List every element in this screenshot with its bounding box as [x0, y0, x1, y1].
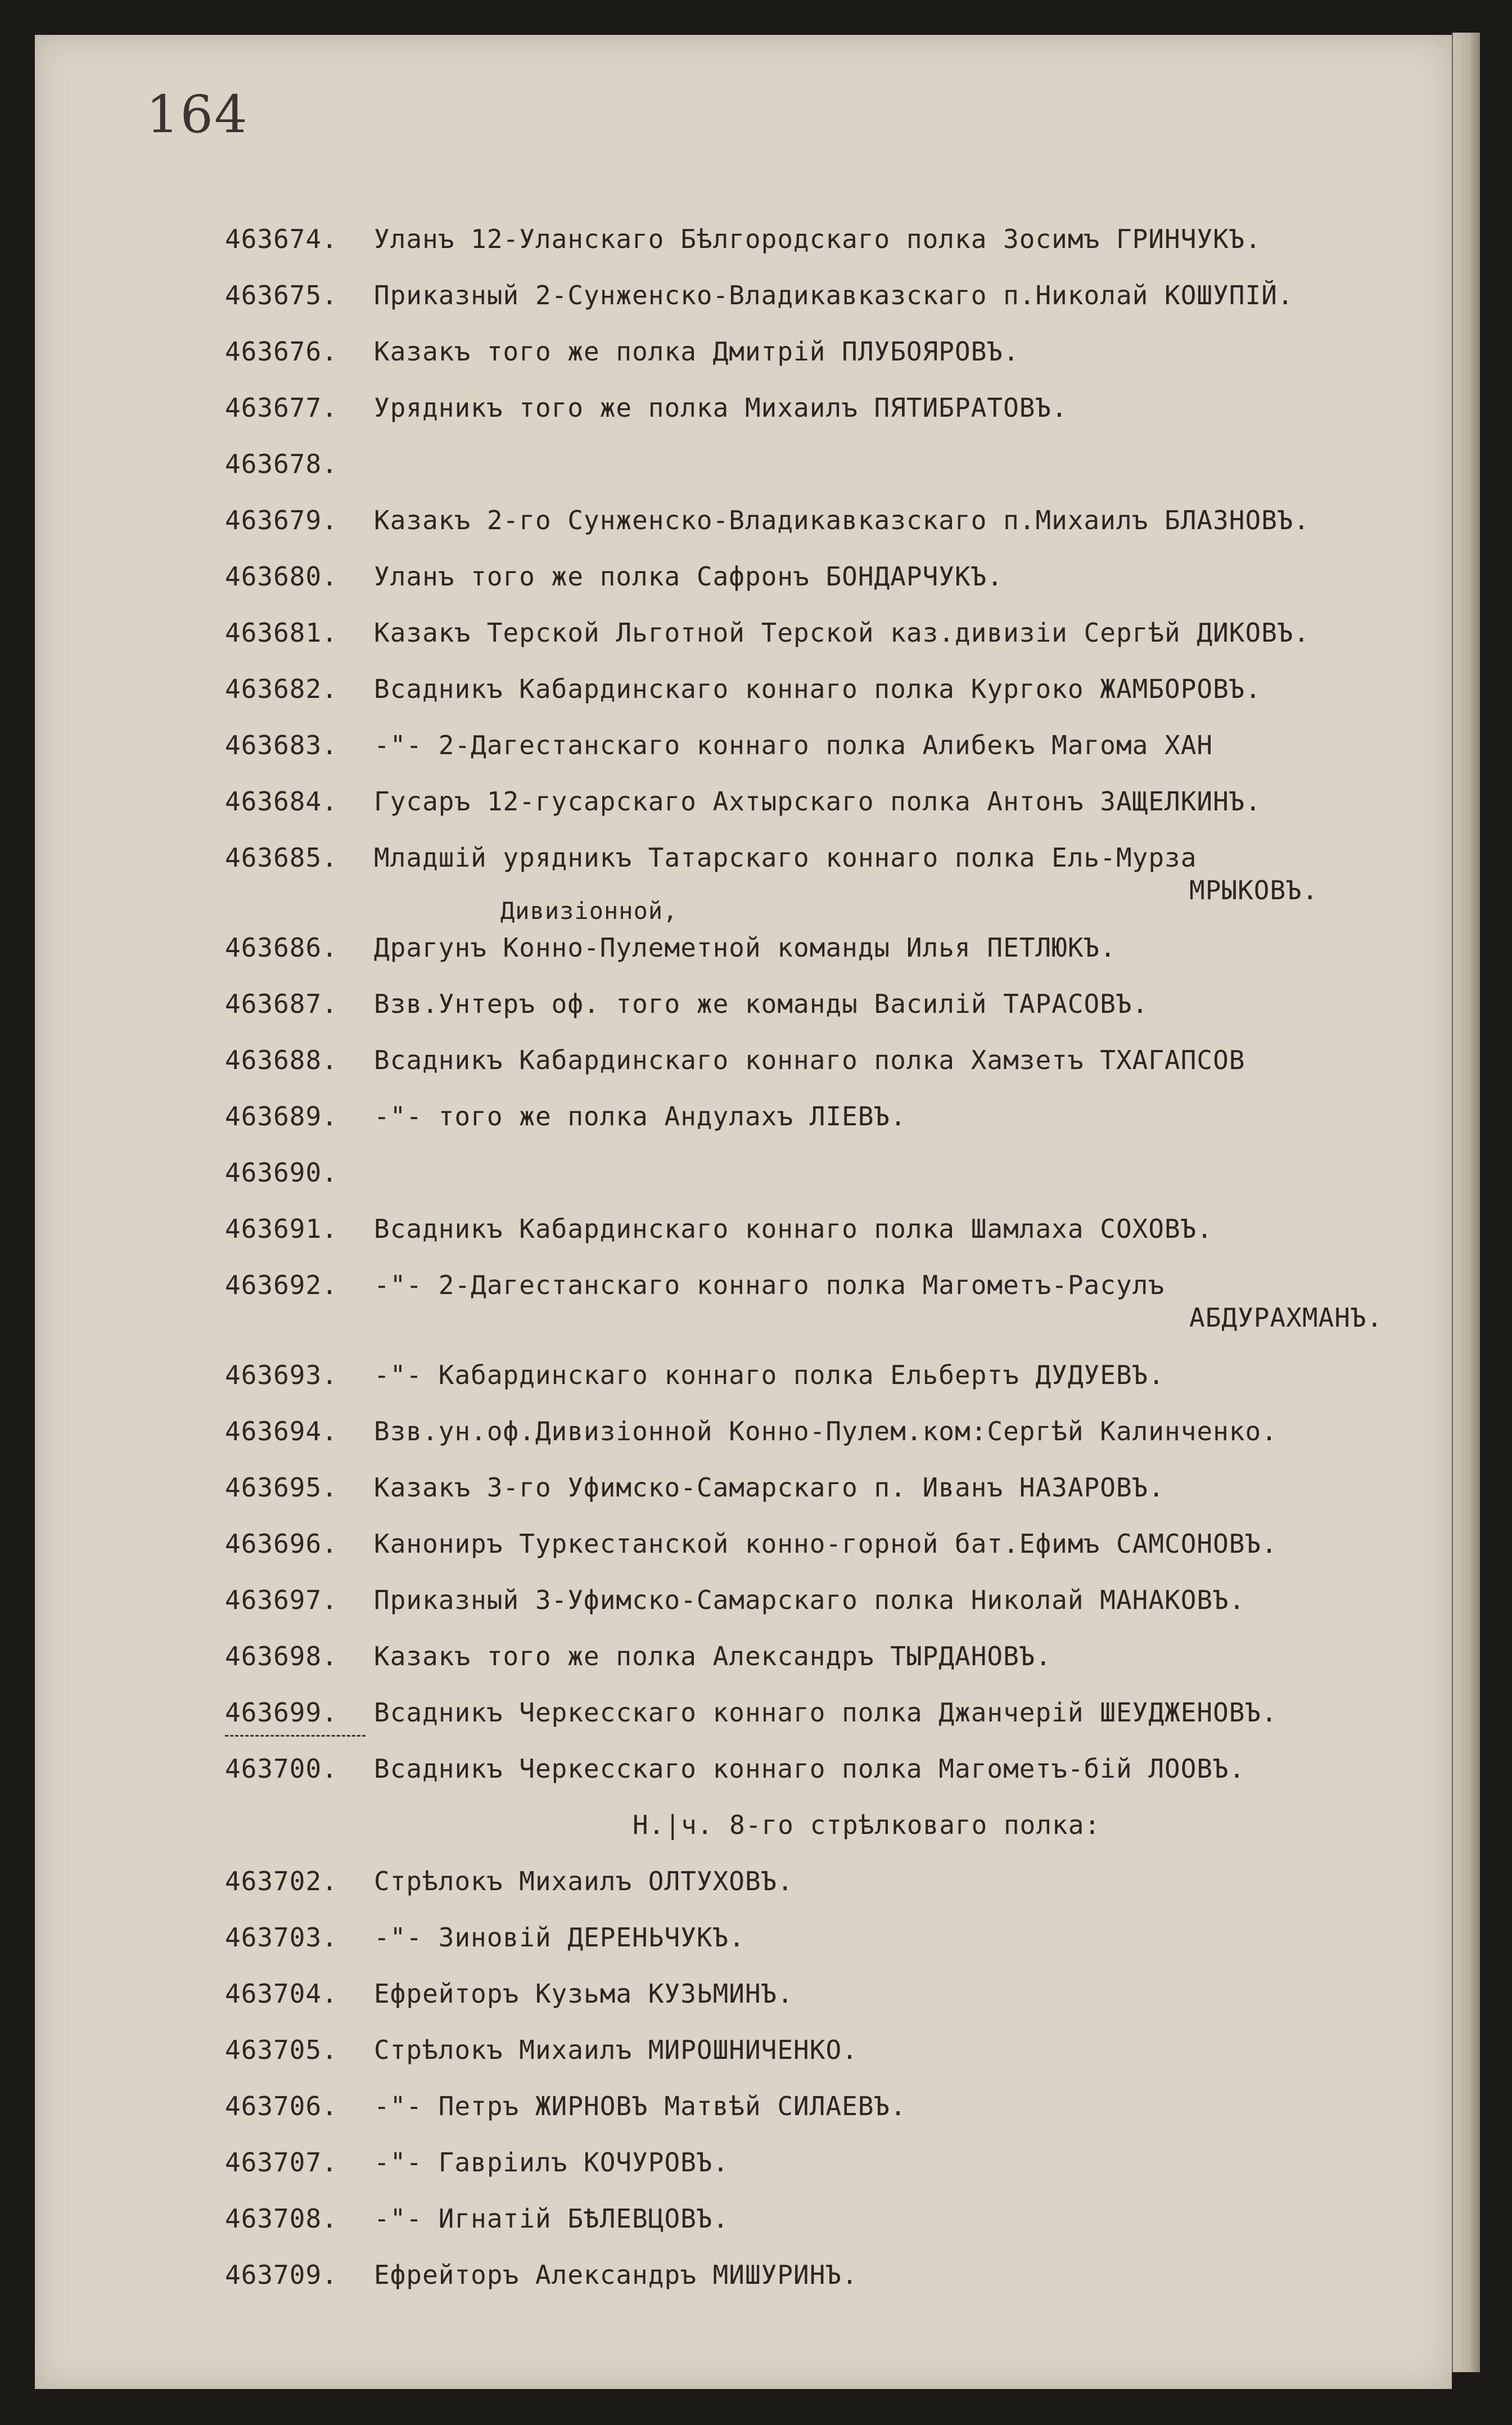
entry-number: 463689.	[225, 1101, 338, 1132]
entry-number: 463675.	[225, 280, 338, 310]
entry-text	[374, 2091, 1445, 2121]
entry-text-line: Всадникъ Кабардинскаго коннаго полка Кургоко ЖАМБОРОВЪ.	[374, 674, 1262, 704]
entry-text-line: -"- Игнатій БѢЛЕВЦОВЪ.	[374, 2203, 729, 2234]
entry-row	[225, 617, 1445, 674]
entry-text-line: Всадникъ Черкесскаго коннаго полка Джанчерій ШЕУДЖЕНОВЪ.	[374, 1697, 1278, 1728]
entry-text	[374, 1529, 1445, 1559]
entry-text-line: Казакъ 3-го Уфимско-Самарскаго п. Иванъ НАЗАРОВЪ.	[374, 1472, 1165, 1503]
entry-number: 463679.	[225, 505, 338, 535]
entry-row	[225, 1529, 1445, 1585]
entry-text	[374, 2035, 1445, 2065]
underline-mark	[225, 1735, 365, 1737]
entry-number: 463682.	[225, 674, 338, 704]
entry-row	[225, 393, 1445, 449]
entry-row	[225, 2260, 1445, 2316]
entry-row	[225, 505, 1445, 561]
entry-row	[225, 2035, 1445, 2091]
entry-text	[374, 989, 1445, 1019]
entry-row	[225, 1866, 1445, 1922]
entry-row	[225, 1416, 1445, 1472]
entry-text-line: Уланъ 12-Уланскаго Бѣлгородскаго полка Зосимъ ГРИНЧУКЪ.	[374, 224, 1262, 254]
entry-row	[225, 561, 1445, 617]
entry-text-line: Всадникъ Кабардинскаго коннаго полка Хамзетъ ТХАГАПСОВ	[374, 1045, 1245, 1075]
entry-number: 463693.	[225, 1360, 338, 1390]
entry-text-line: Гусаръ 12-гусарскаго Ахтырскаго полка Антонъ ЗАЩЕЛКИНЪ.	[374, 786, 1262, 817]
entry-row	[225, 449, 1445, 505]
entry-text-line: -"- 2-Дагестанскаго коннаго полка Алибекъ Магома ХАН	[374, 730, 1213, 760]
entry-row	[225, 2091, 1445, 2147]
entry-number: 463706.	[225, 2091, 338, 2121]
entry-text	[374, 224, 1445, 254]
entry-number: 463705.	[225, 2035, 338, 2065]
entry-text-line: Казакъ Терской Льготной Терской каз.дивизіи Сергѣй ДИКОВЪ.	[374, 617, 1310, 648]
entry-row	[225, 1585, 1445, 1641]
entry-number: 463674.	[225, 224, 338, 254]
entry-text	[374, 2147, 1445, 2178]
entry-text-line: Казакъ того же полка Дмитрій ПЛУБОЯРОВЪ.	[374, 336, 1019, 367]
entry-text-line: -"- Петръ ЖИРНОВЪ Матвѣй СИЛАЕВЪ.	[374, 2091, 906, 2121]
entry-text	[374, 1641, 1445, 1671]
entry-row	[225, 1754, 1445, 1810]
entry-number: 463686.	[225, 932, 338, 963]
entry-text	[374, 1585, 1445, 1615]
entry-number: 463709.	[225, 2260, 338, 2290]
entry-row	[225, 1157, 1445, 1214]
entry-text-line: -"- Гавріилъ КОЧУРОВЪ.	[374, 2147, 729, 2178]
entry-text	[374, 505, 1445, 535]
entry-number: 463687.	[225, 989, 338, 1019]
entry-row	[225, 842, 1445, 932]
entry-text-line: Уланъ того же полка Сафронъ БОНДАРЧУКЪ.	[374, 561, 1004, 592]
entry-text	[374, 842, 1445, 905]
entry-row	[225, 1472, 1445, 1529]
entry-text	[374, 1810, 1445, 1840]
entry-text	[374, 2203, 1445, 2234]
entry-text	[374, 1045, 1445, 1075]
entry-text-line: Н.|ч. 8-го стрѣлковаго полка:	[633, 1810, 1101, 1840]
entry-row	[225, 1214, 1445, 1270]
entry-number: 463699.	[225, 1697, 338, 1728]
entry-text	[374, 1214, 1445, 1244]
entry-text	[374, 1697, 1445, 1728]
entry-text-line: Казакъ того же полка Александръ ТЫРДАНОВЪ.	[374, 1641, 1052, 1671]
entry-row	[225, 1922, 1445, 1978]
entry-text	[374, 1416, 1445, 1446]
entry-text-line: Взв.ун.оф.Дивизіонной Конно-Пулем.ком:Сергѣй Калинченко.	[374, 1416, 1278, 1446]
entry-row	[225, 1641, 1445, 1697]
page-number: 164	[146, 84, 249, 145]
entry-text-line: Всадникъ Кабардинскаго коннаго полка Шамлаха СОХОВЪ.	[374, 1214, 1213, 1244]
entry-number: 463681.	[225, 617, 338, 648]
entry-number: 463703.	[225, 1922, 338, 1953]
entry-text	[374, 1922, 1445, 1953]
entry-number: 463685.	[225, 842, 338, 873]
entry-number: 463707.	[225, 2147, 338, 2178]
entry-text-continuation: МРЫКОВЪ.	[1189, 875, 1319, 905]
entry-text-line: Младшій урядникъ Татарскаго коннаго полка Ель-Мурза	[374, 842, 1197, 873]
entry-row	[225, 1045, 1445, 1101]
entry-row	[225, 932, 1445, 989]
entry-text-line: Драгунъ Конно-Пулеметной команды Илья ПЕТЛЮКЪ.	[374, 932, 1116, 963]
entry-number: 463696.	[225, 1529, 338, 1559]
entry-number: 463680.	[225, 561, 338, 592]
entry-row	[225, 1978, 1445, 2035]
entry-number: 463683.	[225, 730, 338, 760]
entry-number: 463698.	[225, 1641, 338, 1671]
entry-number: 463678.	[225, 449, 338, 479]
entry-number: 463702.	[225, 1866, 338, 1896]
entry-text-line: Приказный 3-Уфимско-Самарскаго полка Николай МАНАКОВЪ.	[374, 1585, 1245, 1615]
entry-text	[374, 393, 1445, 423]
entry-text	[374, 1360, 1445, 1390]
entry-text-line: Ефрейторъ Кузьма КУЗЬМИНЪ.	[374, 1978, 794, 2009]
entry-text-line: Взв.Унтеръ оф. того же команды Василій ТАРАСОВЪ.	[374, 989, 1149, 1019]
entry-row	[225, 2203, 1445, 2260]
entry-text-line: Стрѣлокъ Михаилъ ОЛТУХОВЪ.	[374, 1866, 794, 1896]
entry-text-line: Стрѣлокъ Михаилъ МИРОШНИЧЕНКО.	[374, 2035, 858, 2065]
entry-text	[374, 280, 1445, 310]
entry-text	[374, 617, 1445, 648]
handwritten-annotation: Дивизіонной,	[500, 897, 678, 925]
entry-row	[225, 786, 1445, 842]
entry-row	[225, 730, 1445, 786]
entry-row	[225, 2147, 1445, 2203]
entry-list	[225, 224, 1445, 2316]
entry-row	[225, 1697, 1445, 1754]
entry-text	[374, 2260, 1445, 2290]
entry-text	[374, 1978, 1445, 2009]
entry-row	[225, 1360, 1445, 1416]
entry-row	[225, 1101, 1445, 1157]
entry-number: 463704.	[225, 1978, 338, 2009]
entry-number: 463700.	[225, 1754, 338, 1784]
entry-text	[374, 1270, 1445, 1333]
entry-text-line: Урядникъ того же полка Михаилъ ПЯТИБРАТОВЪ.	[374, 393, 1068, 423]
entry-number: 463690.	[225, 1157, 338, 1188]
entry-text-line: -"- Кабардинскаго коннаго полка Ельбертъ ДУДУЕВЪ.	[374, 1360, 1165, 1390]
entry-row	[225, 336, 1445, 393]
page-edge	[1452, 33, 1480, 2372]
entry-text	[374, 1472, 1445, 1503]
entry-text	[374, 561, 1445, 592]
entry-text	[374, 674, 1445, 704]
entry-number: 463677.	[225, 393, 338, 423]
entry-number: 463695.	[225, 1472, 338, 1503]
entry-row	[225, 224, 1445, 280]
entry-number: 463697.	[225, 1585, 338, 1615]
entry-text-line: -"- 2-Дагестанскаго коннаго полка Магометъ-Расулъ	[374, 1270, 1165, 1300]
entry-text-line: Всадникъ Черкесскаго коннаго полка Магометъ-бій ЛООВЪ.	[374, 1754, 1245, 1784]
entry-number: 463684.	[225, 786, 338, 817]
entry-number: 463691.	[225, 1214, 338, 1244]
entry-text-line: Казакъ 2-го Сунженско-Владикавказскаго п.Михаилъ БЛАЗНОВЪ.	[374, 505, 1310, 535]
entry-text-line: Канониръ Туркестанской конно-горной бат.Ефимъ САМСОНОВЪ.	[374, 1529, 1278, 1559]
entry-number: 463676.	[225, 336, 338, 367]
entry-text-line: -"- того же полка Андулахъ ЛІЕВЪ.	[374, 1101, 906, 1132]
entry-text-line: Приказный 2-Сунженско-Владикавказскаго п.Николай КОШУПІЙ.	[374, 280, 1294, 310]
entry-row	[225, 1270, 1445, 1360]
entry-text	[374, 932, 1445, 963]
entry-number: 463692.	[225, 1270, 338, 1300]
entry-text	[374, 1754, 1445, 1784]
entry-text	[374, 730, 1445, 760]
entry-text	[374, 1101, 1445, 1132]
entry-text	[374, 336, 1445, 367]
entry-text	[374, 786, 1445, 817]
entry-text-continuation: АБДУРАХМАНЪ.	[1189, 1302, 1383, 1333]
entry-row	[225, 989, 1445, 1045]
entry-text-line: Ефрейторъ Александръ МИШУРИНЪ.	[374, 2260, 858, 2290]
entry-text	[374, 1866, 1445, 1896]
entry-number: 463688.	[225, 1045, 338, 1075]
entry-number: 463708.	[225, 2203, 338, 2234]
section-heading	[225, 1810, 1445, 1866]
entry-text-line: -"- Зиновій ДЕРЕНЬЧУКЪ.	[374, 1922, 745, 1953]
entry-number: 463694.	[225, 1416, 338, 1446]
entry-row	[225, 280, 1445, 336]
entry-row	[225, 674, 1445, 730]
